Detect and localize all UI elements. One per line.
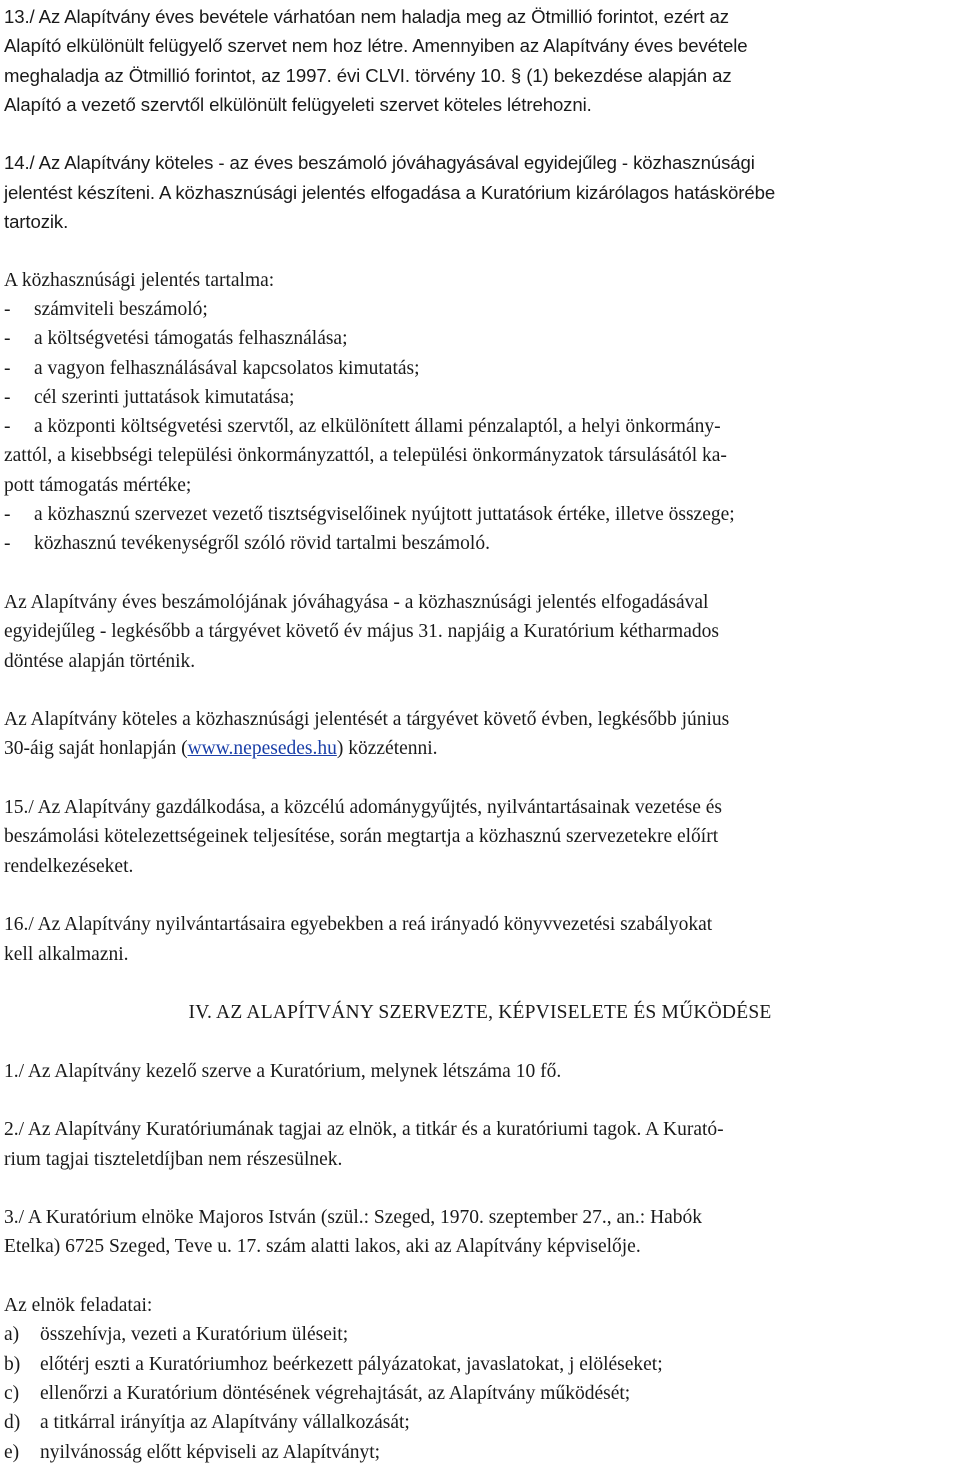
paragraph-13-line: Alapító a vezető szervtől elkülönült felügyeleti szervet köteles létrehozni. — [4, 93, 592, 115]
list-item — [4, 1408, 956, 1437]
list-item-text: a közhasznú szervezet vezető tisztségviselőinek nyújtott juttatások értéke, illetve összege; — [34, 504, 735, 526]
list-marker: c) — [4, 1382, 20, 1404]
list-item — [4, 383, 956, 412]
report-contents-list — [4, 266, 956, 559]
publication-paragraph — [4, 705, 956, 764]
list-item — [4, 354, 956, 383]
list-marker: - — [4, 416, 11, 438]
list-item — [4, 1320, 956, 1349]
list-item-continuation: zattól, a kisebbségi települési önkormányzattól, a települési önkormányzatok társulásától ka- — [4, 445, 727, 467]
publication-text-after: ) közzétenni. — [336, 738, 438, 760]
list-marker: - — [4, 298, 11, 320]
paragraph-15-line: beszámolási kötelezettségeinek teljesítése, során megtartja a közhasznú szervezetekre előírt — [4, 826, 719, 848]
list-marker: - — [4, 533, 11, 555]
approval-line: döntése alapján történik. — [4, 650, 196, 672]
paragraph-13-line: Alapító elkülönült felügyelő szervet nem hoz létre. Amennyiben az Alapítvány éves bevétele — [4, 35, 748, 57]
list-item — [4, 1438, 956, 1467]
section-1-paragraph: 1./ Az Alapítvány kezelő szerve a Kuratórium, melynek létszáma 10 fő. — [4, 1060, 562, 1082]
list-item-text: nyilvánosság előtt képviseli az Alapítványt; — [40, 1441, 381, 1463]
paragraph-16 — [4, 910, 956, 969]
list-marker: a) — [4, 1324, 20, 1346]
list-marker: - — [4, 504, 11, 526]
list-marker: - — [4, 386, 11, 408]
approval-line: Az Alapítvány éves beszámolójának jóváhagyása - a közhasznúsági jelentés elfogadásával — [4, 591, 709, 613]
paragraph-14-line: jelentést készíteni. A közhasznúsági jelentés elfogadása a Kuratórium kizárólagos hatáskörébe — [4, 181, 776, 203]
list-item-text: a központi költségvetési szervtől, az elkülönített állami pénzalaptól, a helyi önkormány- — [34, 416, 721, 438]
paragraph-13-line: meghaladja az Ötmillió forintot, az 1997. évi CLVI. törvény 10. § (1) bekezdése alapján az — [4, 64, 732, 86]
paragraph-13-line: 13./ Az Alapítvány éves bevétele várhatóan nem haladja meg az Ötmillió forintot, ezért az — [4, 6, 729, 27]
list-item — [4, 529, 956, 558]
list-item-text: ellenőrzi a Kuratórium döntésének végrehajtását, az Alapítvány működését; — [40, 1382, 631, 1404]
approval-paragraph — [4, 588, 956, 676]
list-item-text: a vagyon felhasználásával kapcsolatos kimutatás; — [34, 357, 420, 379]
list-item-text: összehívja, vezeti a Kuratórium üléseit; — [40, 1324, 349, 1346]
section-3-line: 3./ A Kuratórium elnöke Majoros István (szül.: Szeged, 1970. szeptember 27., an.: Habók — [4, 1207, 703, 1229]
paragraph-16-line: 16./ Az Alapítvány nyilvántartásaira egyebekben a reá irányadó könyvvezetési szabályokat — [4, 914, 713, 936]
website-link[interactable]: www.nepesedes.hu — [187, 738, 337, 760]
list-marker: - — [4, 357, 11, 379]
list-marker: - — [4, 328, 11, 350]
president-duties-intro: Az elnök feladatai: — [4, 1295, 153, 1317]
list-item-text: a titkárral irányítja az Alapítvány vállalkozását; — [40, 1412, 410, 1434]
list-item-text: előtérj eszti a Kuratóriumhoz beérkezett pályázatokat, javaslatokat, j elöléseket; — [40, 1353, 663, 1375]
paragraph-15-line: rendelkezéseket. — [4, 855, 134, 877]
publication-line: Az Alapítvány köteles a közhasznúsági jelentését a tárgyévet követő évben, legkésőbb június — [4, 709, 730, 731]
paragraph-15 — [4, 793, 956, 881]
list-item-text: a költségvetési támogatás felhasználása; — [34, 328, 348, 350]
list-item-continuation: pott támogatás mértéke; — [4, 474, 192, 496]
paragraph-14-line: tartozik. — [4, 211, 69, 233]
list-item-long — [4, 412, 956, 500]
paragraph-15-line: 15./ Az Alapítvány gazdálkodása, a közcélú adománygyűjtés, nyilvántartásainak vezetése és — [4, 797, 722, 819]
section-3-line: Etelka) 6725 Szeged, Teve u. 17. szám alatti lakos, aki az Alapítvány képviselője. — [4, 1236, 641, 1258]
section-2-line: 2./ Az Alapítvány Kuratóriumának tagjai az elnök, a titkár és a kuratóriumi tagok. A Kurató- — [4, 1119, 724, 1141]
publication-line — [4, 734, 956, 763]
list-item — [4, 295, 956, 324]
list-item-text: közhasznú tevékenységről szóló rövid tartalmi beszámoló. — [34, 533, 490, 555]
paragraph-14 — [4, 148, 956, 236]
list-item — [4, 324, 956, 353]
list-marker: b) — [4, 1353, 21, 1375]
section-heading: IV. AZ ALAPÍTVÁNY SZERVEZTE, KÉPVISELETE ÉS MŰKÖDÉSE — [188, 1002, 772, 1024]
publication-text-before: 30-áig saját honlapján ( — [4, 738, 188, 760]
section-2-paragraph — [4, 1115, 956, 1174]
section-3-paragraph — [4, 1203, 956, 1262]
paragraph-14-line: 14./ Az Alapítvány köteles - az éves beszámoló jóváhagyásával egyidejűleg - közhasznúsági — [4, 152, 755, 174]
list-marker: d) — [4, 1412, 21, 1434]
list-marker: e) — [4, 1441, 20, 1463]
approval-line: egyidejűleg - legkésőbb a tárgyévet követő év május 31. napjáig a Kuratórium kétharmados — [4, 621, 719, 643]
list-item — [4, 1379, 956, 1408]
paragraph-16-line: kell alkalmazni. — [4, 943, 129, 965]
list-item — [4, 500, 956, 529]
list-item-text: számviteli beszámoló; — [34, 298, 208, 320]
report-contents-intro: A közhasznúsági jelentés tartalma: — [4, 269, 275, 291]
president-duties-list — [4, 1291, 956, 1467]
list-item-text: cél szerinti juttatások kimutatása; — [34, 386, 295, 408]
section-2-line: rium tagjai tiszteletdíjban nem részesülnek. — [4, 1148, 343, 1170]
list-item — [4, 1350, 956, 1379]
paragraph-13 — [4, 2, 956, 119]
